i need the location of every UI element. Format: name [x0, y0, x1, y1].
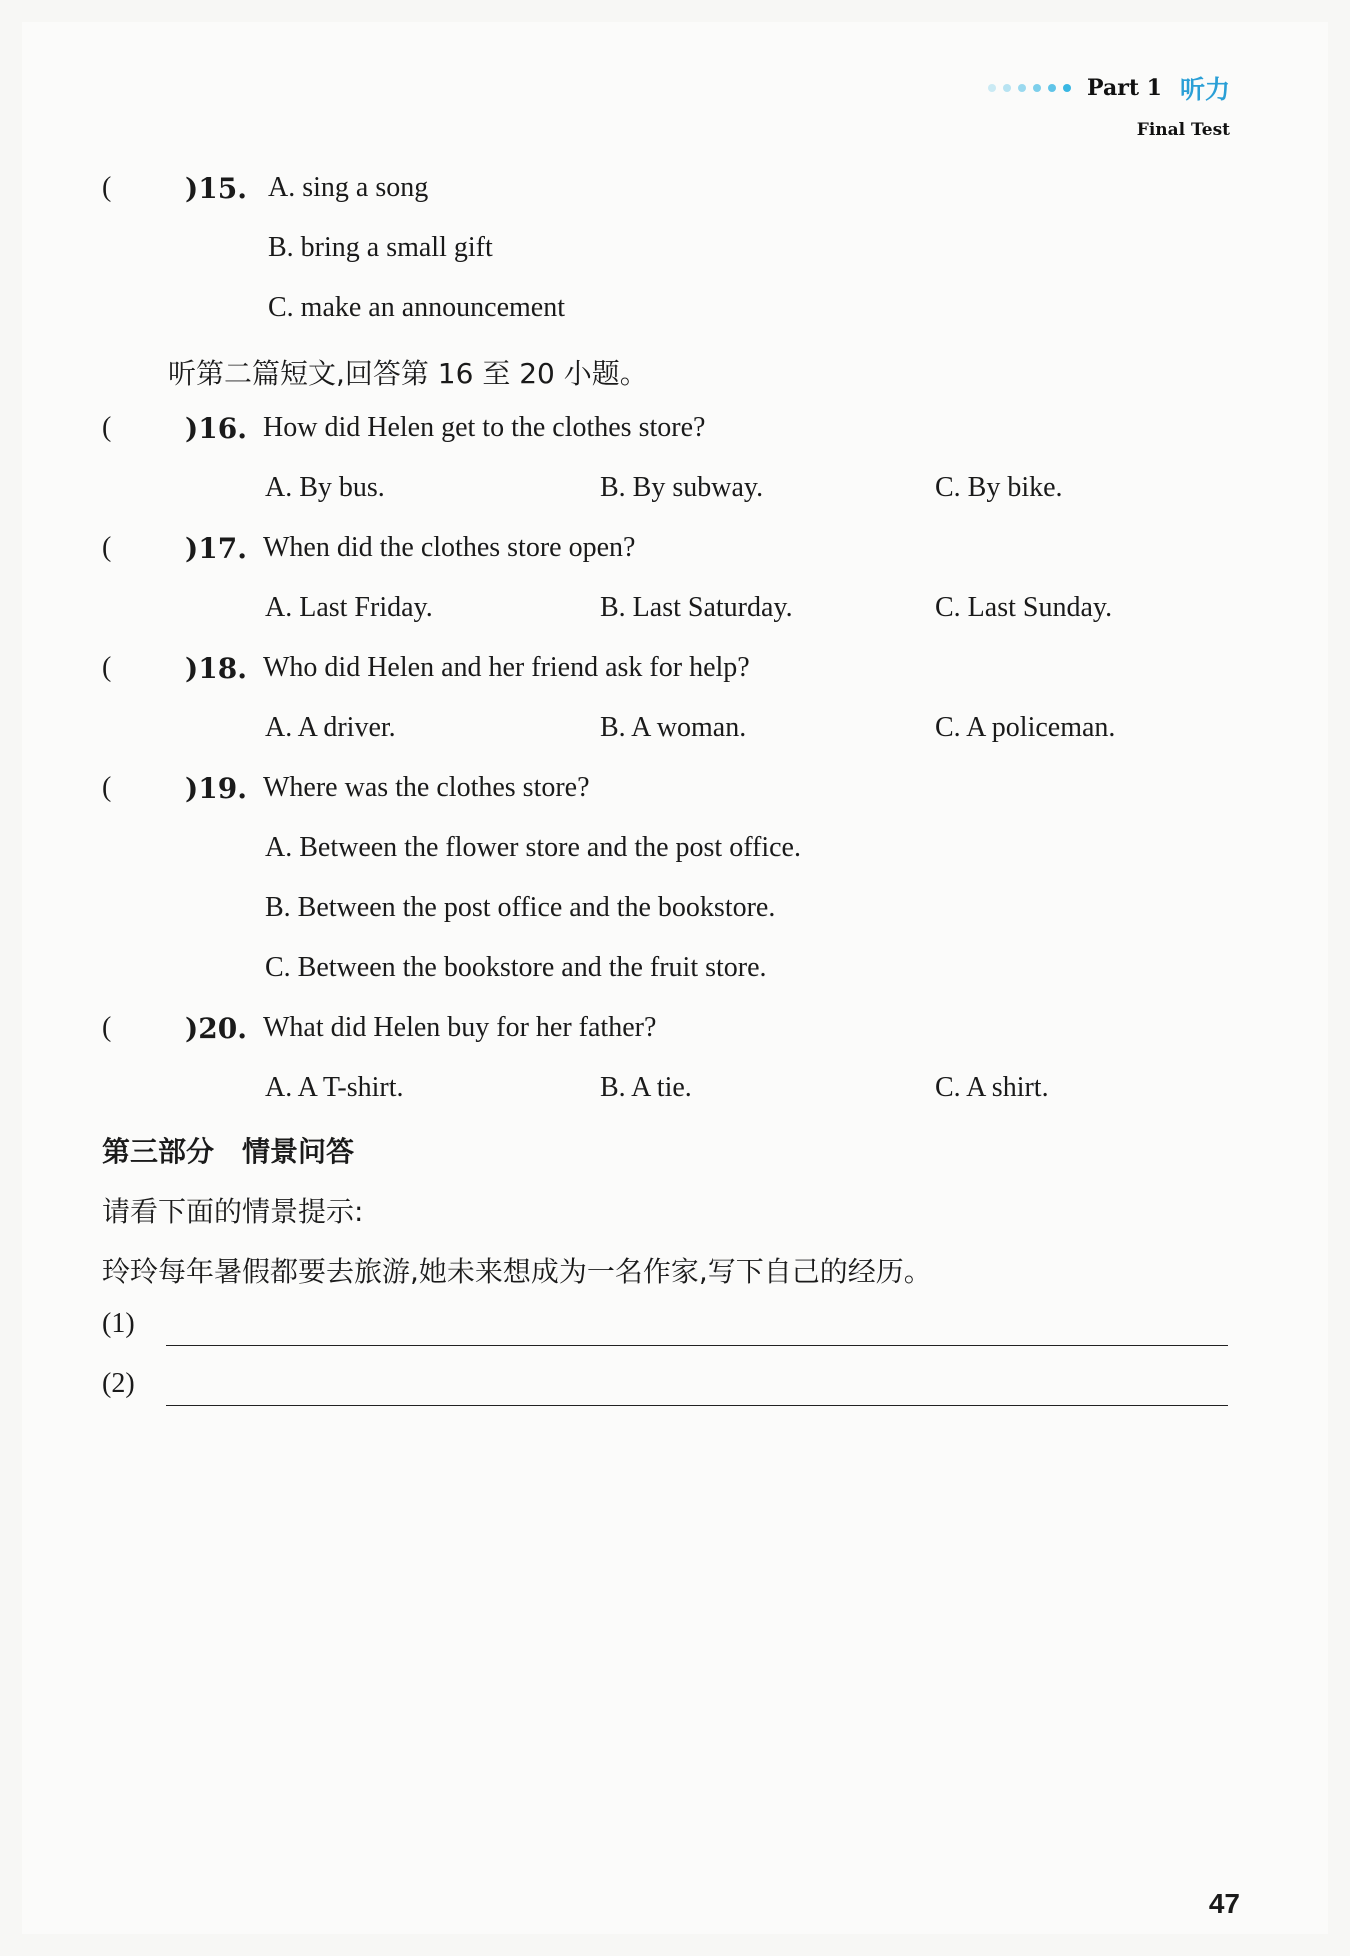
header-section: 听力 — [1179, 75, 1230, 104]
question-text-20: What did Helen buy for her father? — [263, 1012, 657, 1043]
answer-paren-19: ( — [102, 772, 112, 803]
decorative-dots — [988, 84, 1071, 92]
q19-option-a: A. Between the flower store and the post office. — [265, 832, 801, 863]
header-part: Part 1 — [1087, 75, 1162, 101]
q19-option-b: B. Between the post office and the bookstore. — [265, 892, 776, 923]
q15-option-a: A. sing a song — [268, 172, 429, 203]
question-text-17: When did the clothes store open? — [263, 532, 636, 563]
q15-option-b: B. bring a small gift — [268, 232, 493, 263]
question-number-17: )17. — [185, 532, 247, 565]
q16-option-a: A. By bus. — [265, 472, 385, 503]
situation-text: 玲玲每年暑假都要去旅游,她未来想成为一名作家,写下自己的经历。 — [102, 1255, 932, 1288]
q18-option-a: A. A driver. — [265, 712, 396, 743]
q16-option-c: C. By bike. — [935, 472, 1063, 503]
answer-paren-15: ( — [102, 172, 112, 203]
question-number-16: )16. — [185, 412, 247, 445]
blank-label-2: (2) — [102, 1368, 135, 1399]
q17-option-b: B. Last Saturday. — [600, 592, 793, 623]
answer-paren-16: ( — [102, 412, 112, 443]
q20-option-b: B. A tie. — [600, 1072, 692, 1103]
q20-option-c: C. A shirt. — [935, 1072, 1049, 1103]
q17-option-a: A. Last Friday. — [265, 592, 433, 623]
question-number-18: )18. — [185, 652, 247, 685]
question-number-20: )20. — [185, 1012, 247, 1045]
q16-option-b: B. By subway. — [600, 472, 764, 503]
header-subtitle: Final Test — [1136, 120, 1230, 140]
answer-paren-17: ( — [102, 532, 112, 563]
q18-option-b: B. A woman. — [600, 712, 747, 743]
instruction-passage-2: 听第二篇短文,回答第 16 至 20 小题。 — [168, 357, 648, 390]
q17-option-c: C. Last Sunday. — [935, 592, 1113, 623]
answer-paren-20: ( — [102, 1012, 112, 1043]
page-number: 47 — [1208, 1888, 1240, 1919]
answer-line-2[interactable] — [166, 1405, 1228, 1406]
question-number-19: )19. — [185, 772, 247, 805]
q19-option-c: C. Between the bookstore and the fruit store. — [265, 952, 767, 983]
q20-option-a: A. A T-shirt. — [265, 1072, 404, 1103]
blank-label-1: (1) — [102, 1308, 135, 1339]
question-text-16: How did Helen get to the clothes store? — [263, 412, 706, 443]
question-text-18: Who did Helen and her friend ask for help? — [263, 652, 750, 683]
answer-line-1[interactable] — [166, 1345, 1228, 1346]
q18-option-c: C. A policeman. — [935, 712, 1116, 743]
question-number-15: )15. — [185, 172, 247, 205]
prompt-label: 请看下面的情景提示: — [102, 1195, 364, 1228]
answer-paren-18: ( — [102, 652, 112, 683]
running-header — [988, 70, 1230, 140]
question-text-19: Where was the clothes store? — [263, 772, 590, 803]
q15-option-c: C. make an announcement — [268, 292, 566, 323]
section-title-part3: 第三部分 情景问答 — [102, 1135, 355, 1168]
